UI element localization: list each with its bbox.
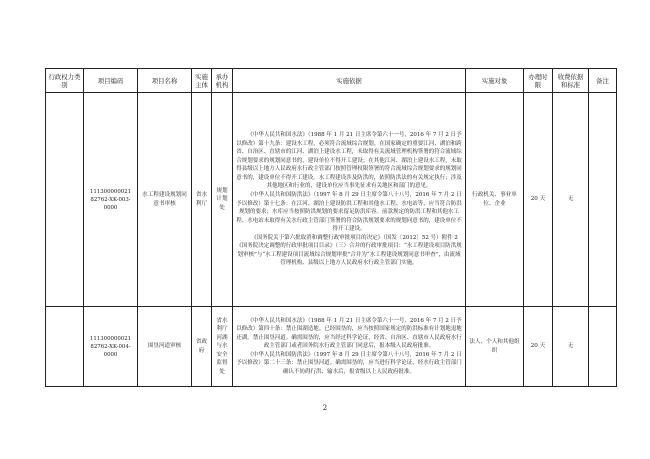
cell-office: 省水利厅河湖与水安全监督处 xyxy=(212,307,233,387)
cell-target: 法人、个人和其他组织 xyxy=(466,307,524,387)
cell-note xyxy=(589,307,617,387)
basis-paragraph: 《中华人民共和国防洪法》（1997 年 8 月 29 日主席令第八十八号，2016 年 7 月 2 日予以修改）第十七条：在江河、湖泊上建设防洪工程和其他水工程、水电站等，应当符合防洪规划的要求；水库应当按照防洪规划的要求留足防洪库容。前款规定的防洪工程和其他水工程、水电站未取得有关水行政主管部门签署的符合防洪规划要求的规划同意书的，建设单位不得开工建设。 xyxy=(236,191,462,233)
basis-paragraph: 《中华人民共和国防洪法》（1997 年 8 月 29 日主席令第八十八号，2016 年 7 月 2 日予以修改）第二十三条：禁止围垦河道。确需围垦的，应当进行科学论证，经水行政主管部门确认不妨碍行洪、输水后，报省级以上人民政府批准。 xyxy=(236,351,462,375)
cell-code: 111300000021 82762-XK-004-0000 xyxy=(84,307,138,387)
header-code: 项目编码 xyxy=(84,69,138,93)
cell-code: 111300000021 82762-XK-003-0000 xyxy=(84,93,138,307)
basis-paragraph: 《国务院关于第六批取消和调整行政审批项目的决定》（国发〔2012〕52 号）附件 2《国务院决定调整的行政审批项目目录》（三）合并的行政审批项目：“水工程建设项目防洪规划审核”与“水工程建设项目流域综合规划审批”合并为“水工程建设规划同意书审查”，由流域管理机构、县级以上地方人民政府水行政主管部门实施。 xyxy=(236,234,462,267)
header-note: 备注 xyxy=(589,69,617,93)
header-name: 项目名称 xyxy=(138,69,192,93)
cell-target: 行政机关、事业单位、企业 xyxy=(466,93,524,307)
cell-fee: 无 xyxy=(553,93,589,307)
cell-category xyxy=(46,93,84,307)
header-office: 承办机构 xyxy=(212,69,233,93)
header-subject: 实施主体 xyxy=(192,69,212,93)
cell-fee: 无 xyxy=(553,307,589,387)
cell-office: 规划计划处 xyxy=(212,93,233,307)
cell-time-limit: 20 天 xyxy=(524,307,553,387)
table-row xyxy=(46,307,617,387)
header-basis: 实施依据 xyxy=(233,69,466,93)
cell-name: 水工程建设规划同意书审核 xyxy=(138,93,192,307)
cell-name: 围垦河道审核 xyxy=(138,307,192,387)
header-target: 实施对象 xyxy=(466,69,524,93)
basis-paragraph: 《中华人民共和国水法》（1988 年 1 月 21 日主席令第六十一号，2016 年 7 月 2 日予以修改）第四十条：禁止围湖造地。已经围垦的，应当按照国家规定的防洪标准有计划地退地还湖。禁止围垦河道。确需围垦的，应当经过科学论证，经省、自治区、直辖市人民政府水行政主管部门或者国务院水行政主管部门同意后，报本级人民政府批准。 xyxy=(236,317,462,350)
cell-subject: 省水利厅 xyxy=(192,93,212,307)
power-list-table xyxy=(45,68,617,387)
header-category: 行政权力类别 xyxy=(46,69,84,93)
cell-basis xyxy=(233,93,466,307)
cell-time-limit: 20 天 xyxy=(524,93,553,307)
table-row xyxy=(46,93,617,307)
cell-subject: 省政府 xyxy=(192,307,212,387)
header-fee: 收费依据和标准 xyxy=(553,69,589,93)
basis-paragraph: 《中华人民共和国水法》（1988 年 1 月 21 日主席令第六十一号，2016 年 7 月 2 日予以修改）第十九条：建设水工程，必须符合流域综合规划。在国家确定的重要江河、湖泊和跨省、自治区、直辖市的江河、湖泊上建设水工程，未取得有关流域管理机构签署的符合流域综合规划要求的规划同意书的，建设单位不得开工建设；在其他江河、湖泊上建设水工程，未取得县级以上地方人民政府水行政主管部门按照管理权限签署的符合流域综合规划要求的规划同意书的，建设单位不得开工建设。水工程建设涉及防洪的，依照防洪法的有关规定执行；涉及其他地区和行业的，建设单位应当事先征求有关地区和部门的意见。 xyxy=(236,132,462,190)
header-time-limit: 办理时限 xyxy=(524,69,553,93)
cell-basis xyxy=(233,307,466,387)
cell-note xyxy=(589,93,617,307)
cell-category xyxy=(46,307,84,387)
page-number: 2 xyxy=(322,404,328,412)
table-header-row xyxy=(46,69,617,93)
